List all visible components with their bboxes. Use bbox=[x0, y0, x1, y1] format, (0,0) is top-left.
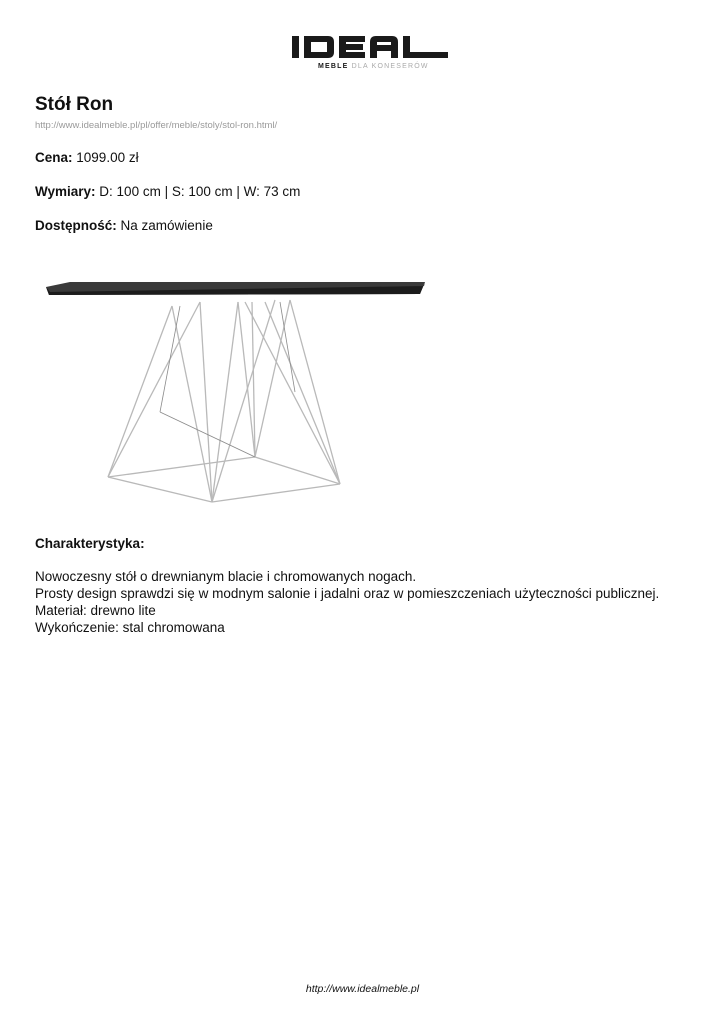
dimensions-value: D: 100 cm | S: 100 cm | W: 73 cm bbox=[99, 184, 301, 199]
availability-row bbox=[35, 218, 213, 233]
availability-value: Na zamówienie bbox=[120, 218, 213, 233]
characteristics-heading: Charakterystyka: bbox=[35, 536, 145, 551]
availability-label: Dostępność: bbox=[35, 218, 117, 233]
product-url[interactable]: http://www.idealmeble.pl/pl/offer/meble/stoly/stol-ron.html/ bbox=[35, 120, 278, 131]
material-line: Materiał: drewno lite bbox=[35, 603, 156, 618]
price-label: Cena: bbox=[35, 150, 73, 165]
price-value: 1099.00 zł bbox=[76, 150, 139, 165]
dimensions-label: Wymiary: bbox=[35, 184, 96, 199]
brand-logo bbox=[288, 30, 453, 72]
description-line: Prosty design sprawdzi się w modnym salonie i jadalni oraz w pomieszczeniach użyteczności publicznej. bbox=[35, 586, 660, 601]
footer-url[interactable]: http://www.idealmeble.pl bbox=[305, 983, 420, 995]
characteristics-text bbox=[35, 568, 659, 636]
product-title: Stół Ron bbox=[35, 94, 114, 115]
price-row bbox=[35, 150, 139, 165]
brand-tagline: MEBLE DLA KONESERÓW bbox=[318, 63, 429, 70]
dimensions-row bbox=[35, 184, 300, 199]
description-line: Nowoczesny stół o drewnianym blacie i chromowanych nogach. bbox=[35, 569, 417, 584]
product-photo bbox=[40, 262, 435, 517]
finish-line: Wykończenie: stal chromowana bbox=[35, 620, 225, 635]
